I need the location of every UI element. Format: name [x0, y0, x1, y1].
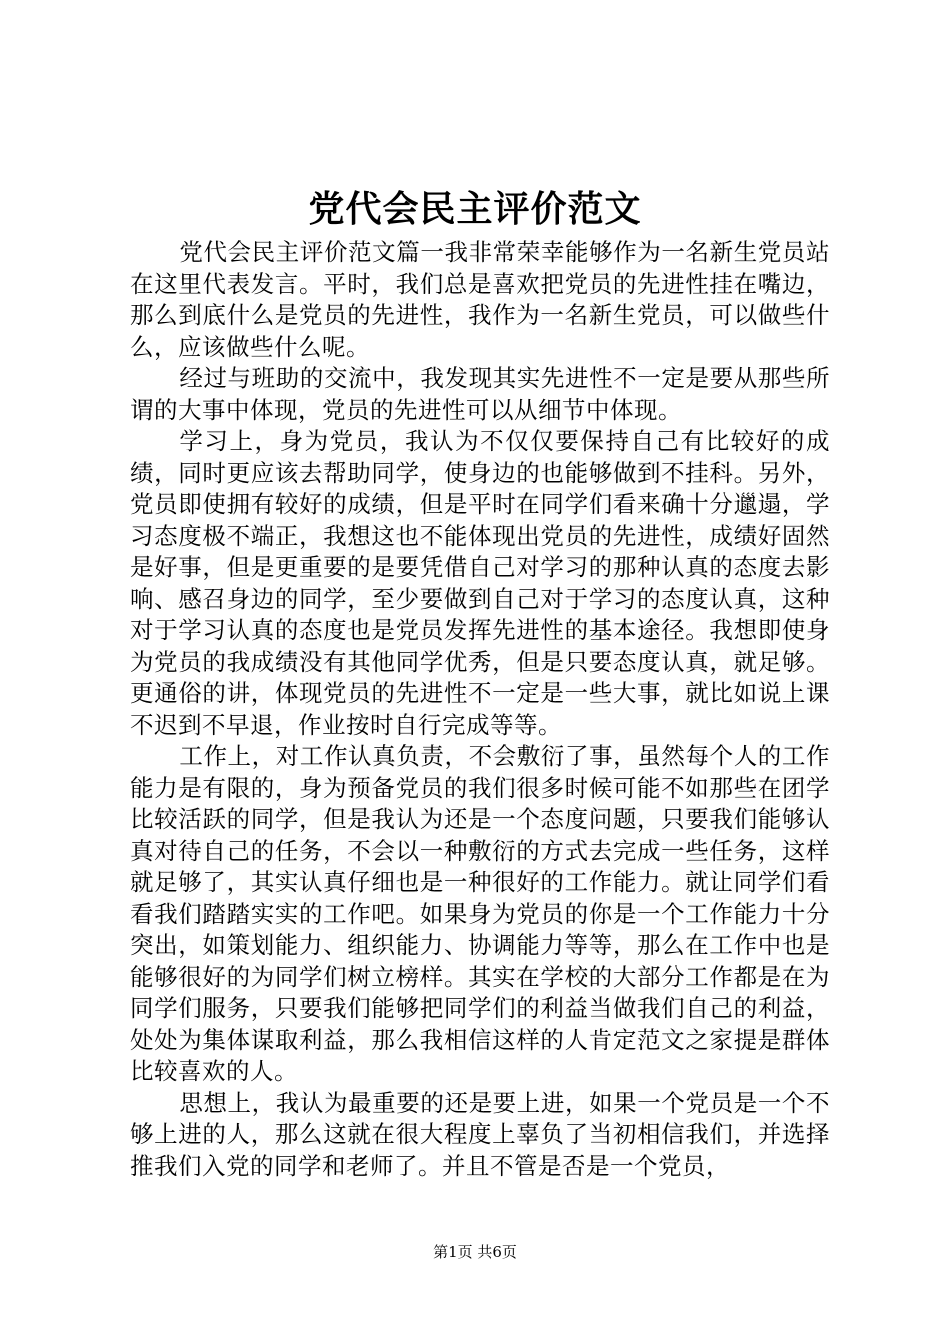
paragraph-study: 学习上，身为党员，我认为不仅仅要保持自己有比较好的成绩，同时更应该去帮助同学，使身边的也能够做到不挂科。另外，党员即使拥有较好的成绩，但是平时在同学们看来确十分邋遢，学习态度极不端正，我想这也不能体现出党员的先进性，成绩好固然是好事，但是更重要的是要凭借自己对学习的那种认真的态度去影响、感召身边的同学，至少要做到自己对于学习的态度认真，这种对于学习认真的态度也是党员发挥先进性的基本途径。我想即使身为党员的我成绩没有其他同学优秀，但是只要态度认真，就足够。更通俗的讲，体现党员的先进性不一定是一些大事，就比如说上课不迟到不早退，作业按时自行完成等等。	[130, 427, 830, 739]
document-body	[130, 237, 830, 1182]
document-title: 党代会民主评价范文	[308, 188, 642, 230]
page-number-footer: 第1页 共6页	[433, 1243, 517, 1261]
paragraph-intro: 党代会民主评价范文篇一我非常荣幸能够作为一名新生党员站在这里代表发言。平时，我们总是喜欢把党员的先进性挂在嘴边，那么到底什么是党员的先进性，我作为一名新生党员，可以做些什么，应该做些什么呢。	[130, 238, 830, 361]
paragraph-exchange: 经过与班助的交流中，我发现其实先进性不一定是要从那些所谓的大事中体现，党员的先进性可以从细节中体现。	[130, 364, 830, 424]
paragraph-thought: 思想上，我认为最重要的还是要上进，如果一个党员是一个不够上进的人，那么这就在很大程度上辜负了当初相信我们，并选择推我们入党的同学和老师了。并且不管是否是一个党员，	[130, 1088, 830, 1180]
paragraph-work: 工作上，对工作认真负责，不会敷衍了事，虽然每个人的工作能力是有限的，身为预备党员的我们很多时候可能不如那些在团学比较活跃的同学，但是我认为还是一个态度问题，只要我们能够认真对待自己的任务，不会以一种敷衍的方式去完成一些任务，这样就足够了，其实认真仔细也是一种很好的工作能力。就让同学们看看我们踏踏实实的工作吧。如果身为党员的你是一个工作能力十分突出，如策划能力、组织能力、协调能力等等，那么在工作中也是能够很好的为同学们树立榜样。其实在学校的大部分工作都是在为同学们服务，只要我们能够把同学们的利益当做我们自己的利益，处处为集体谋取利益，那么我相信这样的人肯定范文之家提是群体比较喜欢的人。	[130, 742, 830, 1085]
